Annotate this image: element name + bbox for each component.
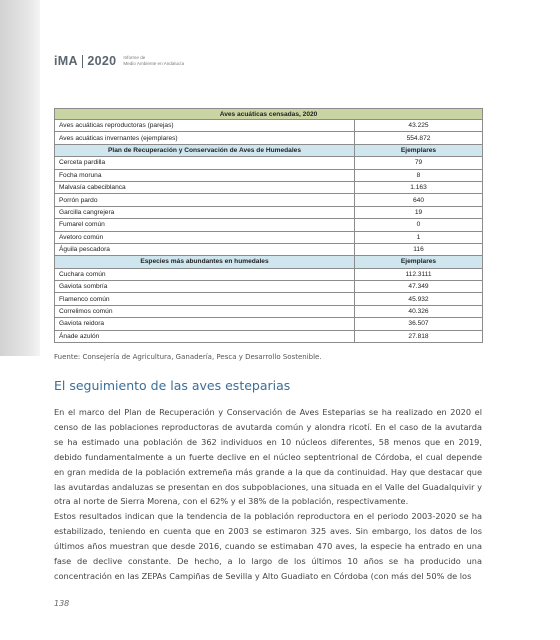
- table-title-row: [55, 109, 483, 120]
- row-value: 1: [355, 231, 483, 243]
- row-label: Ánade azulón: [55, 330, 355, 342]
- row-label: Garcilla cangrejera: [55, 206, 355, 218]
- table-title: Aves acuáticas censadas, 2020: [55, 109, 483, 120]
- side-decoration: [0, 0, 40, 356]
- table-row: [55, 219, 483, 231]
- row-value: 640: [355, 194, 483, 206]
- row-label: Cerceta pardilla: [55, 157, 355, 169]
- logo-subtitle: [123, 55, 184, 67]
- row-label: Aves acuáticas reproductoras (parejas): [55, 120, 355, 132]
- row-value: 36.507: [355, 318, 483, 330]
- body-paragraph-2: Estos resultados indican que la tendencia de la población reproductora en el periodo 2003-2020 se ha estabilizado, teniendo en cuenta que en 2003 se estimaron 325 aves. Sin embargo, los datos de los últimos años muestran que desde 2016, cuando se estimaban 470 aves, la especie ha entrado en una fase de declive constante. De hecho, a lo largo de los últimos 10 años se ha producido una concentración en las ZEPAs Campiñas de Sevilla y Alto Guadiato en Córdoba (con más del 50% de los: [54, 511, 482, 581]
- row-label: Gaviota reidora: [55, 318, 355, 330]
- logo-separator: [82, 55, 84, 68]
- table-row: [55, 169, 483, 181]
- row-value: 47.349: [355, 281, 483, 293]
- species-header-label: Especies más abundantes en humedales: [55, 256, 355, 268]
- row-value: 40.326: [355, 305, 483, 317]
- table-row: [55, 231, 483, 243]
- table-row: [55, 132, 483, 144]
- row-value: 43.225: [355, 120, 483, 132]
- table-row: [55, 305, 483, 317]
- logo-text: iMA: [54, 54, 78, 68]
- row-value: 27.818: [355, 330, 483, 342]
- row-value: 554.872: [355, 132, 483, 144]
- row-label: Gaviota sombría: [55, 281, 355, 293]
- plan-header-label: Plan de Recuperación y Conservación de Aves de Humedales: [55, 144, 355, 156]
- body-paragraph-1: En el marco del Plan de Recuperación y Conservación de Aves Esteparias se ha realizado en 2020 el censo de las poblaciones reproductoras de avutarda común y alondra ricotí. En el caso de la avutarda se ha estimado una población de 362 individuos en 10 núcleos diferentes, 58 menos que en 2019, debido fundamentalmente a un fuerte declive en el núcleo septentrional de Córdoba, el cual depende en gran medida de la población extremeña más grande a la que da continuidad. Hay que destacar que las avutardas andaluzas se presentan en dos subpoblaciones, una situada en el Valle del Guadalquivir y otra al norte de Sierra Morena, con el 62% y el 38% de la población, respectivamente.: [54, 407, 482, 507]
- table-row: [55, 120, 483, 132]
- row-label: Fumarel común: [55, 219, 355, 231]
- logo-year: 2020: [87, 54, 117, 68]
- row-label: Aves acuáticas invernantes (ejemplares): [55, 132, 355, 144]
- row-label: Flamenco común: [55, 293, 355, 305]
- table-row: [55, 318, 483, 330]
- row-value: 116: [355, 243, 483, 255]
- species-header-row: [55, 256, 483, 268]
- row-label: Malvasía cabeciblanca: [55, 181, 355, 193]
- row-value: 1.163: [355, 181, 483, 193]
- table-row: [55, 206, 483, 218]
- section-title: El seguimiento de las aves esteparias: [54, 378, 291, 393]
- table-row: [55, 194, 483, 206]
- row-label: Águila pescadora: [55, 243, 355, 255]
- row-value: 0: [355, 219, 483, 231]
- row-label: Cuchara común: [55, 268, 355, 280]
- row-label: Porrón pardo: [55, 194, 355, 206]
- row-value: 112.3111: [355, 268, 483, 280]
- row-value: 79: [355, 157, 483, 169]
- row-value: 8: [355, 169, 483, 181]
- report-logo: [54, 54, 184, 68]
- aves-acuaticas-table: [54, 108, 483, 343]
- table-row: [55, 157, 483, 169]
- row-label: Correlimos común: [55, 305, 355, 317]
- table-row: [55, 268, 483, 280]
- plan-header-row: [55, 144, 483, 156]
- logo-subtitle-line1: Informe de: [123, 55, 146, 60]
- page-number: 138: [54, 599, 70, 608]
- table-row: [55, 293, 483, 305]
- table-source: Fuente: Consejería de Agricultura, Ganadería, Pesca y Desarrollo Sostenible.: [54, 353, 322, 361]
- species-header-value: Ejemplares: [355, 256, 483, 268]
- row-value: 45.932: [355, 293, 483, 305]
- table-row: [55, 181, 483, 193]
- logo-subtitle-line2: Medio Ambiente en Andalucía: [123, 61, 185, 66]
- row-label: Focha moruna: [55, 169, 355, 181]
- table-row: [55, 281, 483, 293]
- table-row: [55, 330, 483, 342]
- table-row: [55, 243, 483, 255]
- plan-header-value: Ejemplares: [355, 144, 483, 156]
- row-value: 19: [355, 206, 483, 218]
- row-label: Avetoro común: [55, 231, 355, 243]
